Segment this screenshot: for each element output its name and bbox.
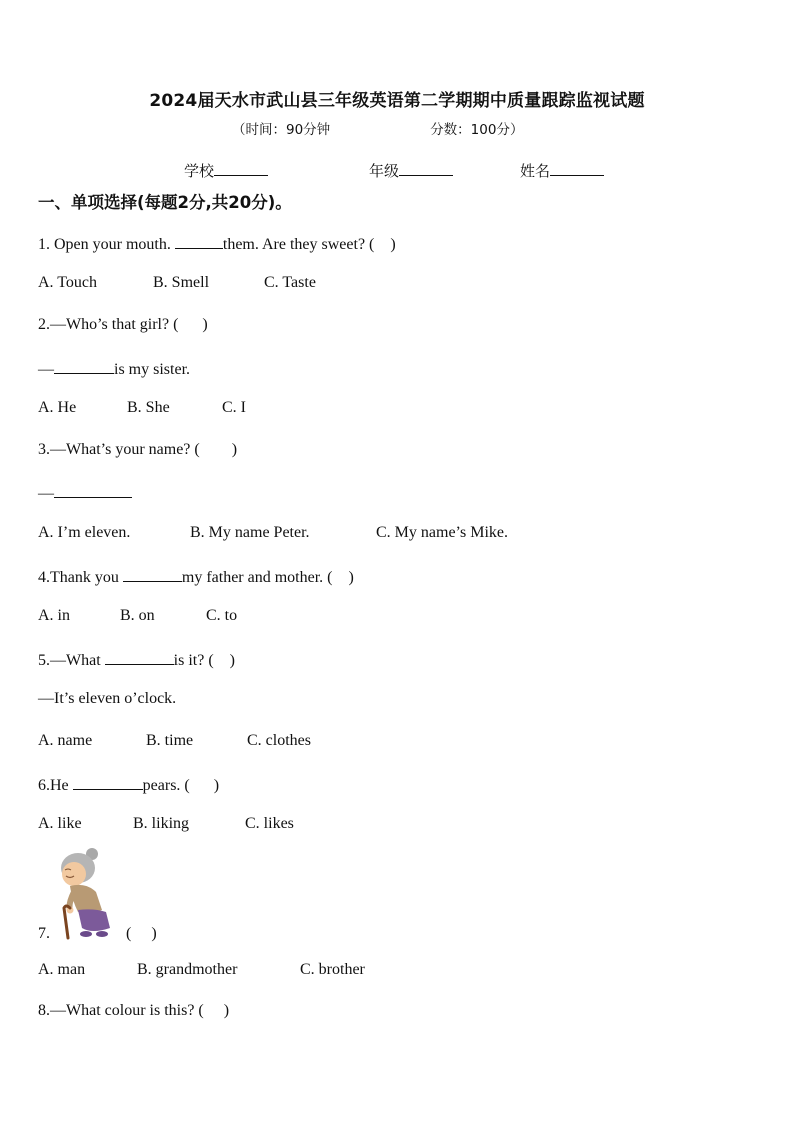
option-b[interactable]: B. liking bbox=[133, 815, 190, 832]
option-b[interactable]: B. time bbox=[146, 732, 194, 749]
option-a[interactable]: A. He bbox=[38, 399, 77, 416]
option-c[interactable]: C. My name’s Mike. bbox=[376, 524, 508, 541]
question-2-options bbox=[38, 399, 246, 417]
grade-blank[interactable] bbox=[399, 160, 453, 176]
option-b[interactable]: B. grandmother bbox=[137, 961, 238, 978]
question-3-response: — bbox=[38, 482, 132, 503]
question-2: 2.—Who’s that girl? ( ) bbox=[38, 316, 208, 333]
question-3: 3.—What’s your name? ( ) bbox=[38, 441, 238, 458]
exam-score: 分数：100分） bbox=[430, 122, 524, 138]
answer-blank[interactable] bbox=[123, 566, 182, 582]
school-blank[interactable] bbox=[214, 160, 268, 176]
option-b[interactable]: B. Smell bbox=[153, 274, 210, 291]
name-blank[interactable] bbox=[550, 160, 604, 176]
option-c[interactable]: C. likes bbox=[245, 815, 294, 832]
answer-blank[interactable] bbox=[175, 233, 223, 249]
exam-time: （时间：90分钟 bbox=[232, 122, 331, 138]
question-8: 8.—What colour is this? ( ) bbox=[38, 1002, 230, 1019]
option-a[interactable]: A. like bbox=[38, 815, 82, 832]
option-a[interactable]: A. Touch bbox=[38, 274, 98, 291]
school-field[interactable] bbox=[184, 160, 268, 181]
option-a[interactable]: A. I’m eleven. bbox=[38, 524, 131, 541]
grade-field[interactable] bbox=[369, 160, 453, 181]
answer-blank[interactable] bbox=[73, 774, 143, 790]
question-4-options bbox=[38, 607, 237, 625]
question-6-options bbox=[38, 815, 294, 833]
question-2-response: — is my sister. bbox=[38, 358, 190, 379]
option-a[interactable]: A. in bbox=[38, 607, 70, 624]
question-3-options bbox=[38, 524, 508, 542]
exam-meta bbox=[232, 118, 523, 138]
answer-blank[interactable] bbox=[54, 358, 114, 374]
section-heading: 一、单项选择(每题2分,共20分)。 bbox=[38, 193, 292, 212]
option-c[interactable]: C. clothes bbox=[247, 732, 311, 749]
name-label: 姓名 bbox=[520, 162, 551, 180]
option-a[interactable]: A. man bbox=[38, 961, 86, 978]
option-c[interactable]: C. I bbox=[222, 399, 246, 416]
grade-label: 年级 bbox=[369, 162, 400, 180]
option-a[interactable]: A. name bbox=[38, 732, 93, 749]
name-field[interactable] bbox=[520, 160, 604, 181]
option-c[interactable]: C. Taste bbox=[264, 274, 316, 291]
answer-blank[interactable] bbox=[54, 482, 132, 498]
question-5-response: —It’s eleven o’clock. bbox=[38, 690, 177, 707]
option-b[interactable]: B. on bbox=[120, 607, 155, 624]
page-title: 2024届天水市武山县三年级英语第二学期期中质量跟踪监视试题 bbox=[149, 91, 645, 111]
question-4: 4.Thank you my father and mother. ( ) bbox=[38, 566, 354, 587]
question-1: 1. Open your mouth. them. Are they sweet? ( ) bbox=[38, 233, 396, 254]
question-1-options bbox=[38, 274, 316, 292]
answer-blank[interactable] bbox=[105, 649, 174, 665]
school-label: 学校 bbox=[184, 162, 215, 180]
question-5: 5.—What is it? ( ) bbox=[38, 649, 235, 670]
option-c[interactable]: C. to bbox=[206, 607, 238, 624]
option-b[interactable]: B. My name Peter. bbox=[190, 524, 310, 541]
question-6: 6.He pears. ( ) bbox=[38, 774, 219, 795]
option-c[interactable]: C. brother bbox=[300, 961, 365, 978]
question-7-options bbox=[38, 961, 365, 979]
question-7: 7. ( ) bbox=[38, 925, 157, 942]
question-5-options bbox=[38, 732, 311, 750]
option-b[interactable]: B. She bbox=[127, 399, 170, 416]
